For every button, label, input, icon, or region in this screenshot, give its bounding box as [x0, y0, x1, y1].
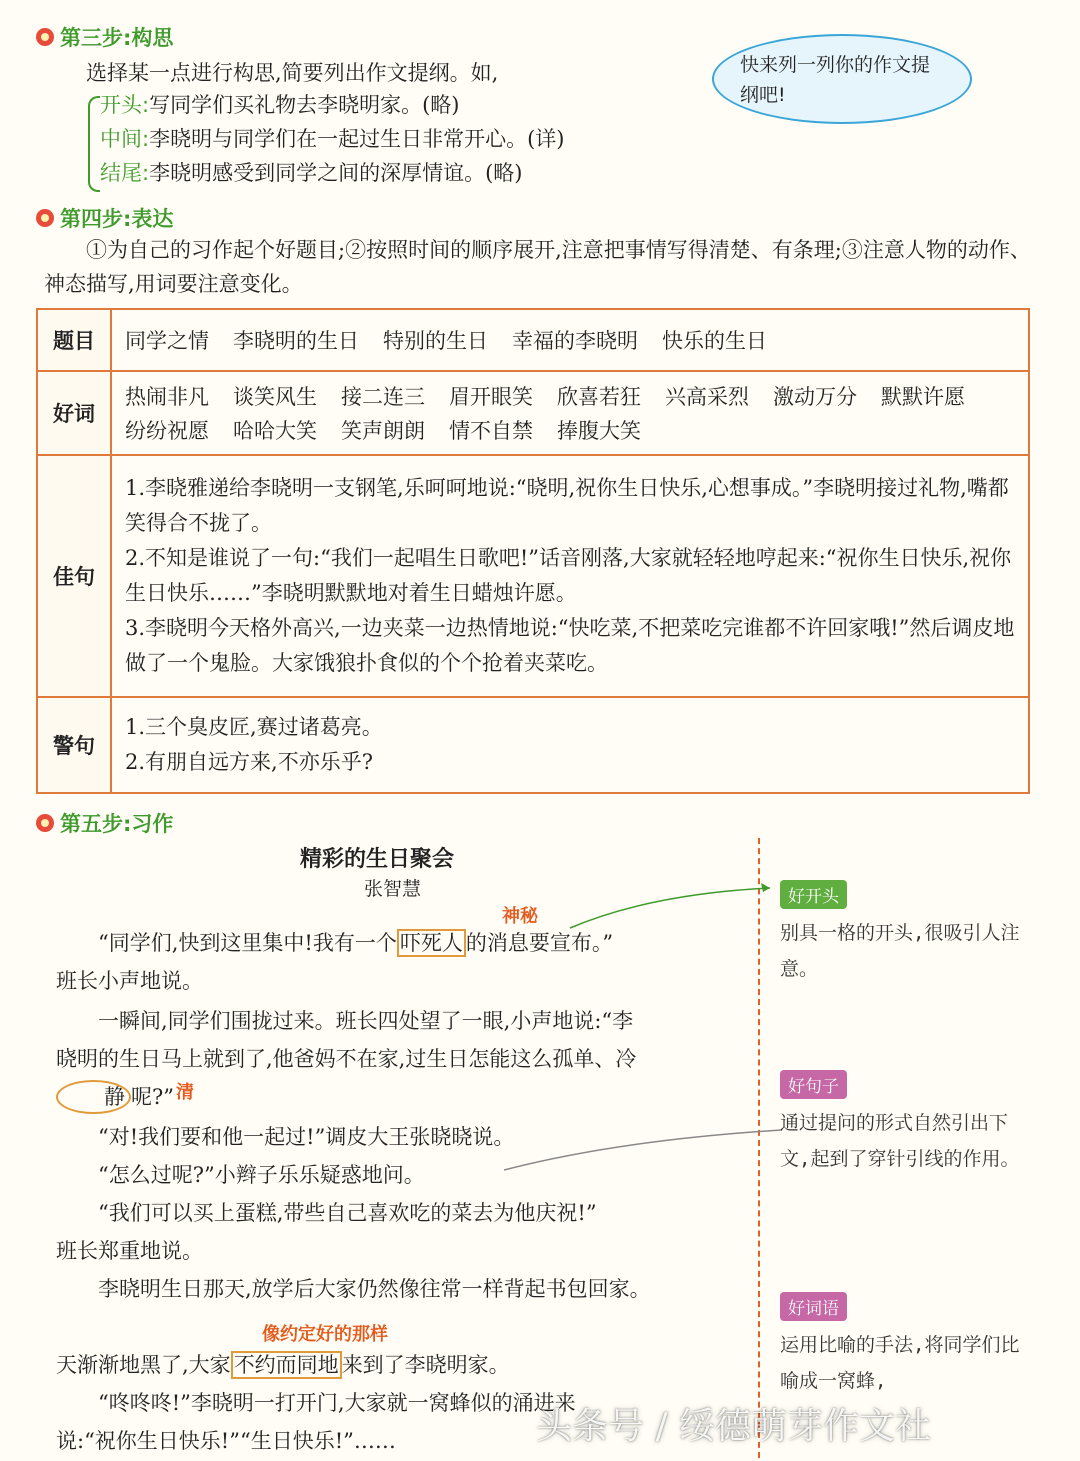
word-item: 纷纷祝愿	[125, 419, 209, 443]
word-item: 默默许愿	[881, 385, 965, 409]
word-item: 情不自禁	[449, 419, 533, 443]
flower-icon	[36, 28, 54, 46]
writing-resources-table	[36, 308, 1030, 794]
essay-paragraph-1: “同学们,快到这里集中!我有一个 吓死人 的消息要宣布。” 班长小声地说。	[56, 931, 614, 993]
word-item: 捧腹大笑	[557, 419, 641, 443]
highlight-buyuertong: 不约而同地	[231, 1351, 342, 1379]
note-text: 通过提问的形式自然引出下文,起到了穿针引线的作用。	[780, 1112, 1020, 1170]
step3-title: 第三步:构思	[60, 26, 174, 50]
annotation-qing: 清	[176, 1082, 194, 1103]
word-item: 兴高采烈	[665, 385, 749, 409]
annotation-like: 像约定好的那样	[262, 1324, 388, 1345]
table-row-proverbs	[37, 697, 1029, 793]
title-item: 同学之情	[125, 329, 209, 353]
essay-paragraph-5: “我们可以买上蛋糕,带些自己喜欢吃的菜去为他庆祝!” 班长郑重地说。	[56, 1201, 597, 1263]
label-sentences: 佳句	[37, 455, 111, 697]
outline-item-start: 开头:写同学们买礼物去李晓明家。(略)	[100, 93, 460, 117]
outline-bracket	[88, 96, 100, 192]
note-good-opening	[780, 880, 1028, 987]
step3-intro: 选择某一点进行构思,简要列出作文提纲。如,	[86, 61, 499, 85]
outline-item-end: 结尾:李晓明感受到同学之间的深厚情谊。(略)	[100, 161, 523, 185]
label-proverbs: 警句	[37, 697, 111, 793]
sentence-3: 3.李晓明今天格外高兴,一边夹菜一边热情地说:“快吃菜,不把菜吃完谁都不许回家哦!”然后调皮地做了一个鬼脸。大家饿狼扑食似的个个抢着夹菜吃。	[125, 616, 1015, 675]
note-text: 别具一格的开头,很吸引人注意。	[780, 922, 1020, 980]
table-row-titles	[37, 309, 1029, 371]
word-item: 眉开眼笑	[449, 385, 533, 409]
title-item: 快乐的生日	[662, 329, 767, 353]
label-words: 好词	[37, 371, 111, 455]
note-tag: 好句子	[780, 1070, 847, 1099]
essay-paragraph-9: 说:“祝你生日快乐!”“生日快乐!”……	[56, 1429, 396, 1453]
proverb-2: 2.有朋自远方来,不亦乐乎?	[125, 750, 373, 774]
essay-paragraph-4: “怎么过呢?”小辫子乐乐疑惑地问。	[98, 1163, 425, 1187]
sentence-2: 2.不知是谁说了一句:“我们一起唱生日歌吧!”话音刚落,大家就轻轻地哼起来:“祝你生日快乐,祝你生日快乐……”李晓明默默地对着生日蜡烛许愿。	[125, 546, 1012, 605]
word-item: 哈哈大笑	[233, 419, 317, 443]
table-row-words	[37, 371, 1029, 455]
table-row-sentences	[37, 455, 1029, 697]
step3-heading	[36, 22, 173, 52]
essay-paragraph-7: 天渐渐地黑了,大家 不约而同地 来到了李晓明家。	[56, 1353, 510, 1377]
essay-title: 精彩的生日聚会	[300, 847, 455, 872]
step5-title: 第五步:习作	[60, 812, 174, 836]
flower-icon	[36, 814, 54, 832]
essay-paragraph-8: “咚咚咚!”李晓明一打开门,大家就一窝蜂似的涌进来	[98, 1391, 576, 1415]
title-item: 李晓明的生日	[233, 329, 359, 353]
essay-paragraph-2: 一瞬间,同学们围拢过来。班长四处望了一眼,小声地说:“李 晓明的生日马上就到了,他爸妈不在家,过生日怎能这么孤单、冷 静 呢?”	[56, 1002, 746, 1116]
essay-author: 张智慧	[364, 878, 422, 900]
titles-list	[113, 325, 1027, 355]
note-text: 运用比喻的手法,将同学们比喻成一窝蜂,	[780, 1334, 1020, 1392]
word-item: 笑声朗朗	[341, 419, 425, 443]
arrow-to-note-2	[500, 1120, 790, 1180]
speech-bubble: 快来列一列你的作文提纲吧!	[712, 34, 972, 124]
note-good-sentence	[780, 1070, 1028, 1177]
word-item: 热闹非凡	[125, 385, 209, 409]
label-titles: 题目	[37, 309, 111, 371]
highlight-xiasiren: 吓死人	[397, 929, 466, 957]
proverb-1: 1.三个臭皮匠,赛过诸葛亮。	[125, 715, 383, 739]
circled-char: 静	[56, 1080, 131, 1114]
essay-paragraph-3: “对!我们要和他一起过!”调皮大王张晓晓说。	[98, 1125, 515, 1149]
note-tag: 好词语	[780, 1292, 847, 1321]
word-item: 欣喜若狂	[557, 385, 641, 409]
sentence-1: 1.李晓雅递给李晓明一支钢笔,乐呵呵地说:“晓明,祝你生日快乐,心想事成。”李晓明接过礼物,嘴都笑得合不拢了。	[125, 476, 1009, 535]
outline-item-middle: 中间:李晓明与同学们在一起过生日非常开心。(详)	[100, 127, 565, 151]
essay-body	[56, 924, 746, 1460]
note-good-words	[780, 1292, 1028, 1399]
arrow-to-note-1	[560, 880, 790, 940]
word-item: 谈笑风生	[233, 385, 317, 409]
title-item: 特别的生日	[383, 329, 488, 353]
step4-text: ①为自己的习作起个好题目;②按照时间的顺序展开,注意把事情写得清楚、有条理;③注意人物的动作、神态描写,用词要注意变化。	[44, 238, 1031, 296]
outline-list	[100, 88, 564, 190]
step5-heading	[36, 808, 173, 838]
essay-paragraph-6: 李晓明生日那天,放学后大家仍然像往常一样背起书包回家。	[98, 1277, 651, 1301]
annotation-mystery: 神秘	[502, 906, 538, 927]
word-item: 激动万分	[773, 385, 857, 409]
step4-title: 第四步:表达	[60, 207, 174, 231]
title-item: 幸福的李晓明	[512, 329, 638, 353]
flower-icon	[36, 209, 54, 227]
words-list	[113, 381, 1027, 445]
watermark: 头条号 / 绥德萌芽作文社	[536, 1406, 932, 1447]
step4-heading	[36, 203, 173, 233]
note-tag: 好开头	[780, 880, 847, 909]
word-item: 接二连三	[341, 385, 425, 409]
